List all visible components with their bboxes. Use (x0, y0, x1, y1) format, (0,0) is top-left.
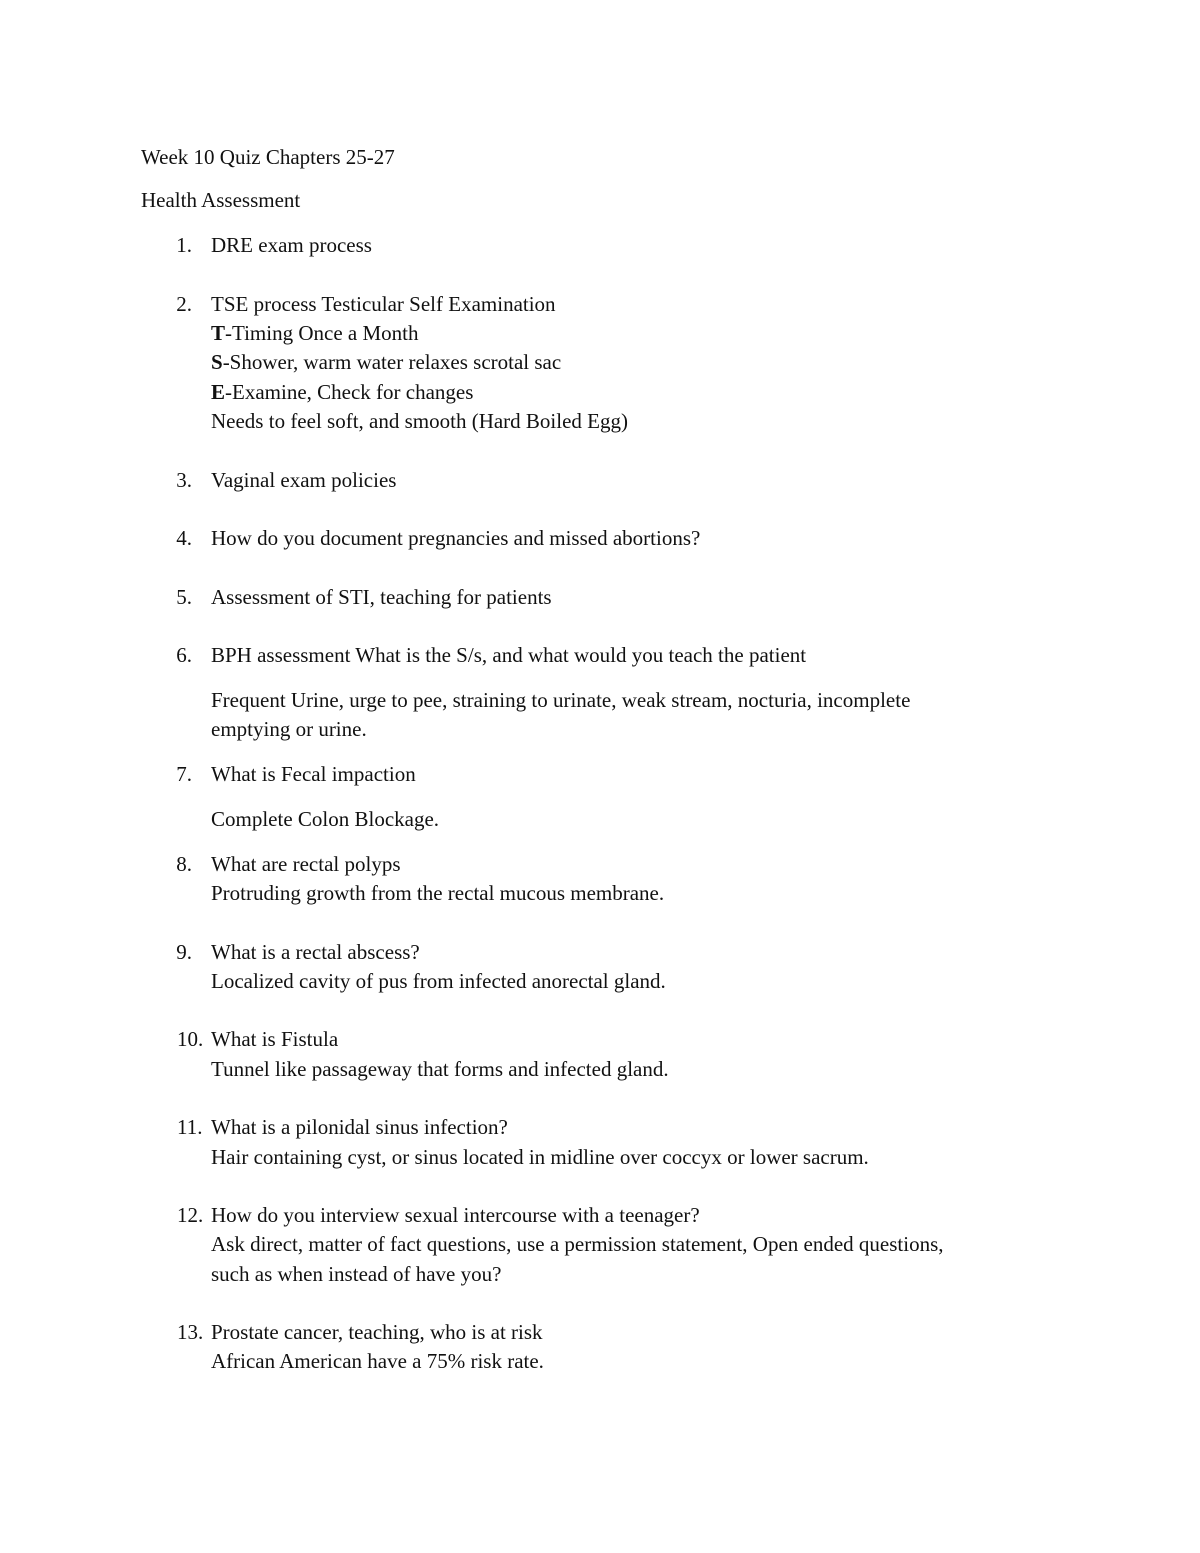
mnemonic-letter: T (211, 321, 226, 345)
item-number: 4. (176, 526, 192, 550)
mnemonic-text: -Shower, warm water relaxes scrotal sac (222, 350, 562, 374)
item-number: 13. (177, 1320, 204, 1344)
item-question: How do you document pregnancies and missed abortions? (211, 526, 701, 550)
item-answer: emptying or urine. (211, 717, 367, 741)
item-number: 7. (176, 762, 192, 786)
item-number: 12. (177, 1203, 204, 1227)
item-number: 1. (176, 233, 192, 257)
item-answer: Tunnel like passageway that forms and infected gland. (211, 1057, 669, 1081)
item-number: 3. (176, 468, 192, 492)
item-question: What is a pilonidal sinus infection? (211, 1115, 508, 1139)
item-answer: Hair containing cyst, or sinus located in midline over coccyx or lower sacrum. (211, 1145, 869, 1169)
item-question: DRE exam process (211, 233, 372, 257)
mnemonic-text: -Timing Once a Month (225, 321, 419, 345)
document-subtitle: Health Assessment (141, 188, 301, 212)
item-number: 8. (176, 852, 192, 876)
item-answer: Complete Colon Blockage. (211, 807, 440, 831)
item-answer: Protruding growth from the rectal mucous membrane. (211, 881, 665, 905)
item-question: What is a rectal abscess? (211, 940, 420, 964)
item-number: 2. (176, 292, 192, 316)
mnemonic-line (211, 350, 561, 374)
document-title: Week 10 Quiz Chapters 25-27 (141, 145, 395, 169)
item-answer: Frequent Urine, urge to pee, straining to urinate, weak stream, nocturia, incomplete (211, 688, 911, 712)
mnemonic-text: -Examine, Check for changes (225, 380, 474, 404)
item-answer: such as when instead of have you? (211, 1262, 502, 1286)
mnemonic-letter: E (211, 380, 226, 404)
mnemonic-letter: S (211, 350, 223, 374)
item-number: 11. (177, 1115, 203, 1139)
item-answer: African American have a 75% risk rate. (211, 1349, 544, 1373)
item-question: Assessment of STI, teaching for patients (211, 585, 552, 609)
item-answer: Localized cavity of pus from infected anorectal gland. (211, 969, 666, 993)
item-question: Vaginal exam policies (211, 468, 397, 492)
item-question: Prostate cancer, teaching, who is at risk (211, 1320, 543, 1344)
item-number: 5. (176, 585, 192, 609)
item-question: What is Fistula (211, 1027, 339, 1051)
item-question: What are rectal polyps (211, 852, 401, 876)
item-question: BPH assessment What is the S/s, and what would you teach the patient (211, 643, 807, 667)
item-number: 9. (176, 940, 192, 964)
item-number: 10. (177, 1027, 204, 1051)
item-question: What is Fecal impaction (211, 762, 416, 786)
item-answer: Ask direct, matter of fact questions, use a permission statement, Open ended questions, (211, 1232, 944, 1256)
item-number: 6. (176, 643, 192, 667)
item-note: Needs to feel soft, and smooth (Hard Boiled Egg) (211, 409, 628, 433)
mnemonic-line (211, 380, 473, 404)
item-question: How do you interview sexual intercourse with a teenager? (211, 1203, 700, 1227)
mnemonic-line (211, 321, 419, 345)
item-question: TSE process Testicular Self Examination (211, 292, 556, 316)
